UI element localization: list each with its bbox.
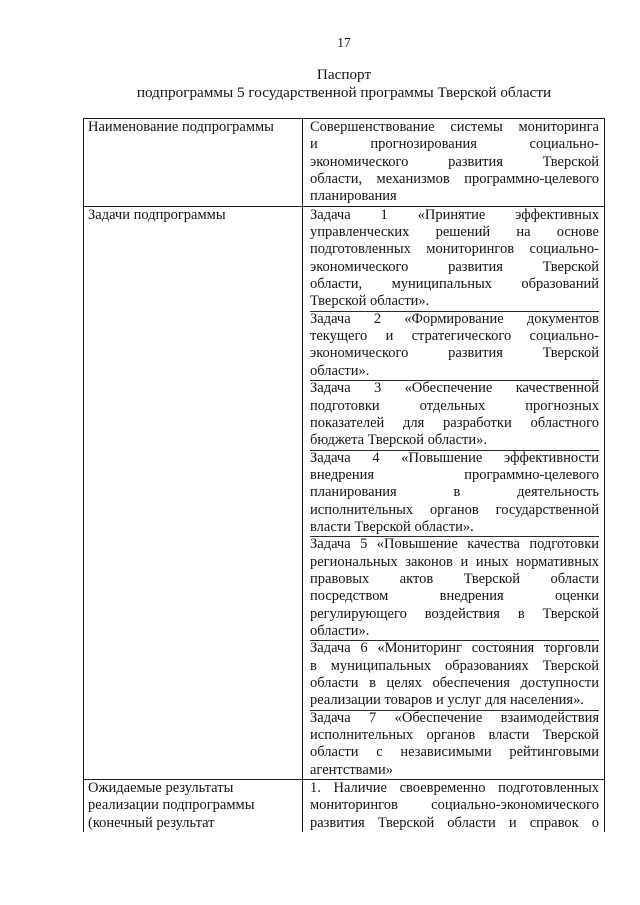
text-line: и прогнозирования социально-	[310, 136, 599, 153]
text-line: Наименование подпрограммы	[88, 119, 274, 135]
text-line: показателей для разработки областного	[310, 414, 599, 431]
document-title: Паспорт	[316, 66, 372, 83]
text-line: реализации подпрограммы	[88, 797, 255, 814]
text-line: власти Тверской области».	[310, 518, 474, 535]
document-subtitle: подпрограммы 5 государственной программы Тверской области	[136, 84, 552, 101]
text-line: Задача 1 «Принятие эффективных	[310, 206, 599, 223]
task-4	[310, 450, 599, 537]
text-line: планирования	[310, 188, 397, 205]
text-line: области в целях обеспечения доступности	[310, 675, 599, 691]
text-line: мониторингов социально-экономического	[310, 797, 599, 814]
text-line: подготовки отдельных прогнозных	[310, 397, 599, 414]
row-label-expected-results	[84, 780, 303, 832]
text-line: 1. Наличие своевременно подготовленных	[310, 780, 599, 797]
text-line: исполнительных органов власти Тверской	[310, 727, 599, 744]
text-line: управленческих решений на основе	[310, 224, 599, 241]
row-value-subprogram-name	[303, 119, 604, 206]
text-line: экономического развития Тверской	[310, 258, 599, 275]
text-line: подготовленных мониторингов социально-	[310, 241, 599, 258]
text-line: области с независимыми рейтинговыми	[310, 744, 599, 761]
text-line: регулирующего воздействия в Тверской	[310, 605, 599, 622]
text-line: внедрения программно-целевого	[310, 466, 599, 483]
text-line: Задача 5 «Повышение качества подготовки	[310, 536, 599, 553]
text-line: области».	[310, 622, 370, 639]
task-3	[310, 380, 599, 449]
table-row-subprogram-name	[84, 119, 604, 207]
text-line: области, муниципальных образований	[310, 276, 599, 293]
text-line: Задачи подпрограммы	[88, 206, 226, 223]
text-line: исполнительных органов государственной	[310, 501, 599, 518]
text-line: области».	[310, 362, 370, 379]
text-line: агентствами»	[310, 761, 393, 778]
text-line: (конечный результат	[88, 814, 215, 831]
text-line: Тверской области».	[310, 293, 430, 310]
text-line: региональных законов и иных нормативных	[310, 553, 599, 570]
row-label-subprogram-name	[84, 119, 303, 206]
text-line: развития Тверской области и справок о	[310, 814, 599, 831]
task-2	[310, 311, 599, 380]
text-line: экономического развития Тверской	[310, 345, 599, 362]
task-5	[310, 536, 599, 640]
page-number: 17	[337, 35, 351, 50]
text-line: Ожидаемые результаты	[88, 780, 234, 797]
task-1	[310, 207, 599, 311]
text-line: Задача 4 «Повышение эффективности	[310, 449, 599, 466]
table-row-tasks	[84, 207, 604, 780]
text-line: Совершенствование системы мониторинга	[310, 119, 599, 135]
text-line: текущего и стратегического социально-	[310, 328, 599, 345]
table-row-expected-results	[84, 780, 604, 832]
text-line: Задача 7 «Обеспечение взаимодействия	[310, 709, 599, 726]
text-line: планирования в деятельность	[310, 484, 599, 501]
passport-table	[83, 118, 605, 832]
text-line: Задача 3 «Обеспечение качественной	[310, 380, 599, 397]
text-line: бюджета Тверской области».	[310, 432, 487, 449]
row-label-tasks	[84, 207, 303, 779]
text-line: экономического развития Тверской	[310, 153, 599, 170]
row-value-tasks	[303, 207, 604, 779]
text-line: посредством внедрения оценки	[310, 588, 599, 605]
text-line: Задача 2 «Формирование документов	[310, 310, 599, 327]
text-line: правовых актов Тверской области	[310, 570, 599, 587]
text-line: реализации товаров и услуг для населения».	[310, 692, 584, 709]
task-7	[310, 710, 599, 779]
text-line: области, механизмов программно-целевого	[310, 171, 599, 188]
task-6	[310, 640, 599, 709]
row-value-expected-results	[303, 780, 604, 832]
text-line: Задача 6 «Мониторинг состояния торговли	[310, 640, 599, 657]
text-line: в муниципальных образованиях Тверской	[310, 657, 599, 674]
